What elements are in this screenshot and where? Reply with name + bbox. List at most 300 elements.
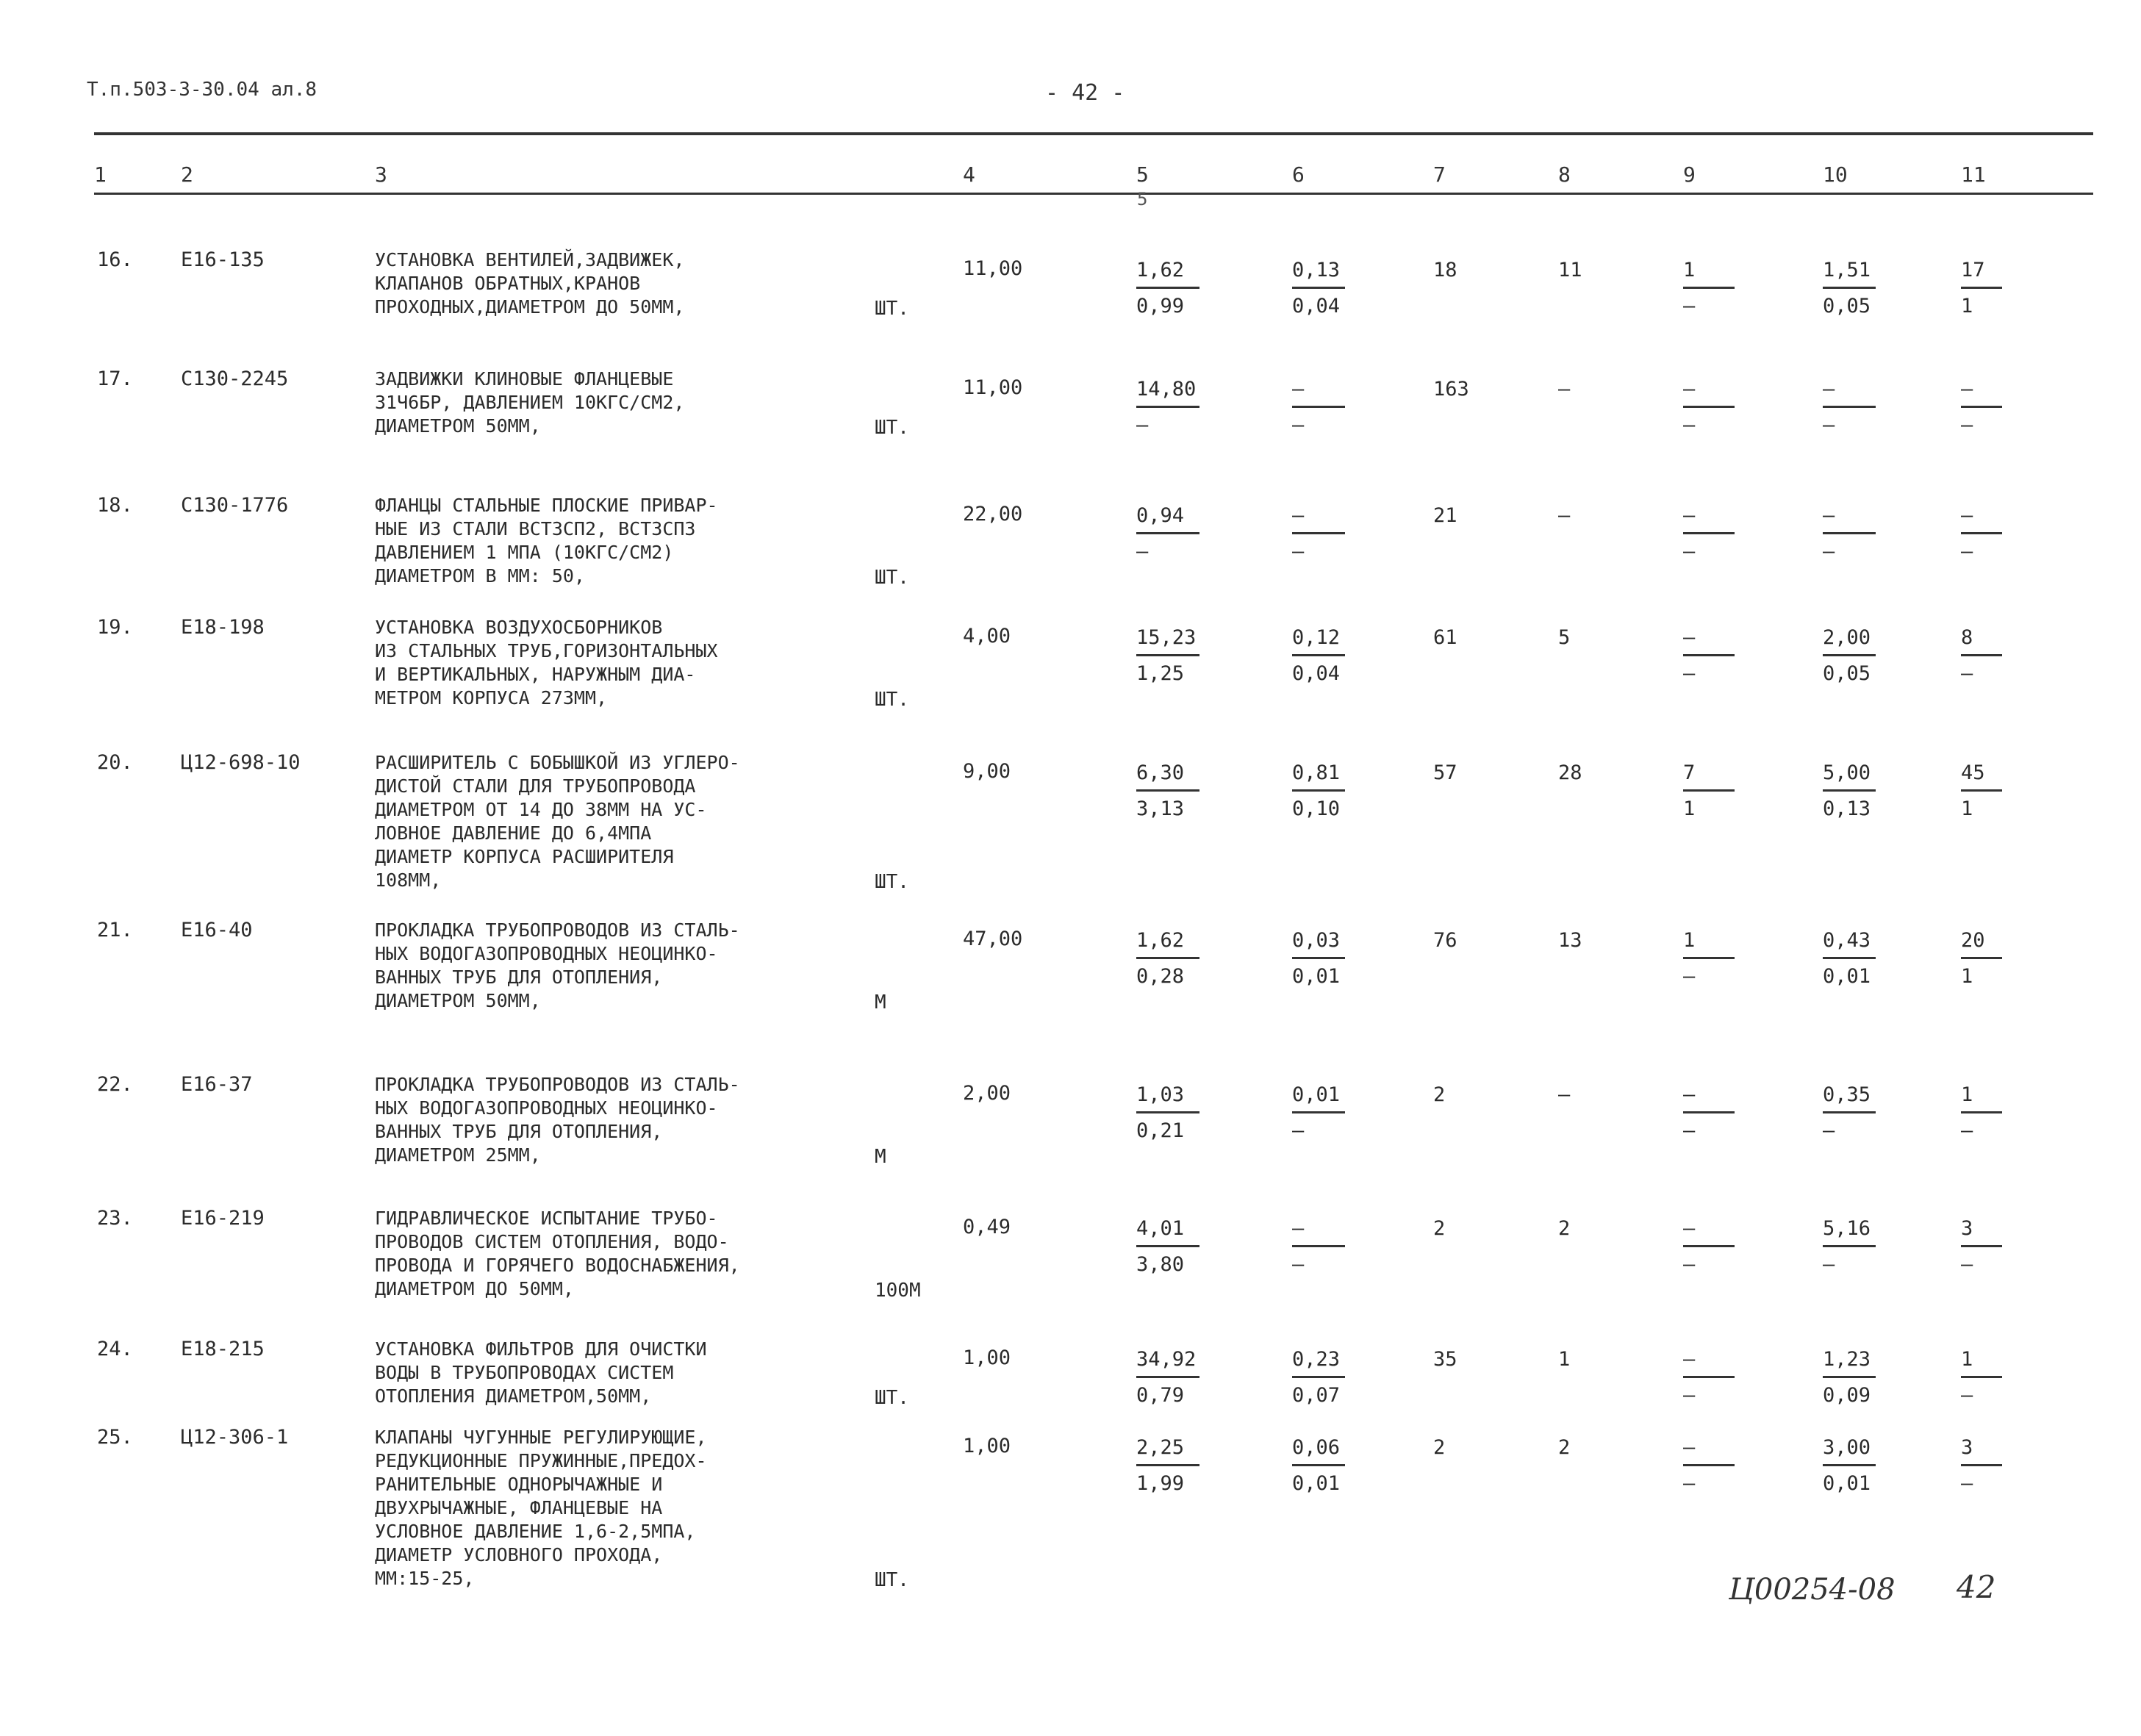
fraction-bar [1136,287,1199,289]
value-fraction-c10 [1823,929,1876,990]
denominator: 0,04 [1292,295,1341,318]
description-line: РЕДУКЦИОННЫЕ ПРУЖИННЫЕ,ПРЕДОХ- [375,1450,707,1471]
fraction-bar [1961,1111,2002,1113]
denominator: – [1683,414,1696,437]
quantity: 1,00 [963,1435,1011,1457]
numerator: 6,30 [1136,761,1185,784]
value-fraction-c10 [1823,1436,1876,1497]
value-fraction-c9 [1683,761,1735,822]
quantity: 1,00 [963,1346,1011,1369]
description-line: ПРОВОДОВ СИСТЕМ ОТОПЛЕНИЯ, ВОДО- [375,1231,729,1252]
numerator: – [1683,1217,1696,1240]
value-fraction-c9 [1683,929,1735,990]
description-line: ДАВЛЕНИЕМ 1 МПА (10КГС/СМ2) [375,542,674,563]
fraction-bar [1136,1464,1199,1466]
denominator: – [1292,1119,1305,1142]
numerator: – [1292,378,1305,401]
table-header-rule [94,193,2093,195]
column-header-11: 11 [1961,162,1986,187]
description-line: ВАННЫХ ТРУБ ДЛЯ ОТОПЛЕНИЯ, [375,966,663,988]
fraction-bar [1961,406,2002,408]
numerator: 0,12 [1292,626,1341,649]
fraction-bar [1961,1245,2002,1247]
denominator: – [1961,1472,1973,1495]
description-line: РАНИТЕЛЬНЫЕ ОДНОРЫЧАЖНЫЕ И [375,1474,663,1495]
denominator: 1 [1961,965,1973,988]
value-c8: 2 [1558,1217,1571,1240]
description-line: УСЛОВНОЕ ДАВЛЕНИЕ 1,6-2,5МПА, [375,1521,696,1542]
numerator: 0,03 [1292,929,1341,952]
value-fraction-c6 [1292,1217,1345,1278]
value-fraction-c11 [1961,1436,2002,1497]
fraction-bar [1683,789,1735,792]
fraction-bar [1823,957,1876,959]
numerator: 1,23 [1823,1348,1871,1371]
denominator: – [1961,1384,1973,1407]
unit-of-measure: ШТ. [875,1569,909,1591]
value-c7: 163 [1433,378,1469,401]
fraction-bar [1136,654,1199,656]
fraction-bar [1823,1245,1876,1247]
unit-of-measure: ШТ. [875,871,909,893]
fraction-bar [1823,789,1876,792]
description-line: ГИДРАВЛИЧЕСКОЕ ИСПЫТАНИЕ ТРУБО- [375,1208,718,1229]
numerator: 0,13 [1292,259,1341,281]
value-fraction-c5 [1136,259,1199,320]
fraction-bar [1292,957,1345,959]
denominator: 0,99 [1136,295,1185,318]
value-fraction-c10 [1823,378,1876,439]
numerator: – [1961,504,1973,527]
value-c7: 2 [1433,1436,1446,1459]
column-header-9: 9 [1683,162,1696,187]
numerator: – [1823,378,1835,401]
value-fraction-c10 [1823,761,1876,822]
denominator: – [1683,1384,1696,1407]
description-line: ПРОКЛАДКА ТРУБОПРОВОДОВ ИЗ СТАЛЬ- [375,919,740,941]
denominator: – [1683,1472,1696,1495]
denominator: 0,01 [1292,1472,1341,1495]
row-number: 16. [97,248,133,271]
fraction-bar [1961,1376,2002,1378]
value-fraction-c6 [1292,259,1345,320]
value-fraction-c9 [1683,1217,1735,1278]
value-fraction-c9 [1683,504,1735,565]
fraction-bar [1961,654,2002,656]
denominator: – [1683,540,1696,563]
fraction-bar [1292,1376,1345,1378]
denominator: – [1292,414,1305,437]
denominator: 0,79 [1136,1384,1185,1407]
description-line: ЛОВНОЕ ДАВЛЕНИЕ ДО 6,4МПА [375,822,652,844]
row-number: 23. [97,1207,133,1230]
denominator: – [1683,662,1696,685]
fraction-bar [1683,654,1735,656]
fraction-bar [1683,957,1735,959]
numerator: 3 [1961,1436,1973,1459]
description-line: ДИАМЕТРОМ 50ММ, [375,990,541,1011]
footer-page-number: 42 [1957,1569,1996,1605]
denominator: – [1683,1119,1696,1142]
quantity: 9,00 [963,760,1011,783]
rate-code: Е16-135 [181,248,265,271]
numerator: 1,62 [1136,929,1185,952]
denominator: 0,07 [1292,1384,1341,1407]
denominator: – [1136,540,1149,563]
value-c7: 18 [1433,259,1457,281]
value-fraction-c6 [1292,1436,1345,1497]
rate-code: С130-2245 [181,367,289,390]
fraction-bar [1292,789,1345,792]
description-line: НЫЕ ИЗ СТАЛИ ВСТ3СП2, ВСТ3СП3 [375,518,696,539]
denominator: – [1961,1253,1973,1276]
value-fraction-c5 [1136,761,1199,822]
fraction-bar [1823,532,1876,534]
denominator: – [1292,1253,1305,1276]
fraction-bar [1136,957,1199,959]
value-c8: 2 [1558,1436,1571,1459]
rate-code: Е18-215 [181,1338,265,1360]
numerator: 1,62 [1136,259,1185,281]
quantity: 11,00 [963,376,1023,399]
fraction-bar [1292,406,1345,408]
fraction-bar [1823,406,1876,408]
fraction-bar [1292,287,1345,289]
column-header-4: 4 [963,162,975,187]
numerator: 1 [1683,929,1696,952]
value-fraction-c9 [1683,259,1735,320]
unit-of-measure: М [875,1146,886,1168]
work-description [375,248,845,319]
denominator: – [1961,662,1973,685]
value-fraction-c6 [1292,1083,1345,1144]
description-line: НЫХ ВОДОГАЗОПРОВОДНЫХ НЕОЦИНКО- [375,943,718,964]
description-line: ПРОВОДА И ГОРЯЧЕГО ВОДОСНАБЖЕНИЯ, [375,1255,740,1276]
denominator: – [1961,414,1973,437]
denominator: – [1683,1253,1696,1276]
description-line: КЛАПАНОВ ОБРАТНЫХ,КРАНОВ [375,273,641,294]
description-line: ЗАДВИЖКИ КЛИНОВЫЕ ФЛАНЦЕВЫЕ [375,368,674,390]
denominator: – [1961,540,1973,563]
value-c8: – [1558,1083,1571,1106]
denominator: 3,80 [1136,1253,1185,1276]
work-description [375,494,845,588]
description-line: КЛАПАНЫ ЧУГУННЫЕ РЕГУЛИРУЮЩИЕ, [375,1427,707,1448]
value-c8: 1 [1558,1348,1571,1371]
numerator: 1,51 [1823,259,1871,281]
column-header-1: 1 [94,162,107,187]
fraction-bar [1136,1111,1199,1113]
rate-code: Ц12-306-1 [181,1426,289,1449]
denominator: 0,05 [1823,662,1871,685]
numerator: 8 [1961,626,1973,649]
fraction-bar [1823,1376,1876,1378]
numerator: 1 [1961,1083,1973,1106]
numerator: 1 [1961,1348,1973,1371]
numerator: 0,06 [1292,1436,1341,1459]
work-description [375,1338,845,1408]
description-line: ВАННЫХ ТРУБ ДЛЯ ОТОПЛЕНИЯ, [375,1121,663,1142]
value-fraction-c10 [1823,1083,1876,1144]
fraction-bar [1292,654,1345,656]
rate-code: Е16-40 [181,919,253,941]
value-fraction-c11 [1961,929,2002,990]
denominator: – [1823,1253,1835,1276]
rate-code: Е16-219 [181,1207,265,1230]
quantity: 0,49 [963,1216,1011,1238]
fraction-bar [1136,789,1199,792]
denominator: 0,05 [1823,295,1871,318]
value-fraction-c9 [1683,378,1735,439]
denominator: 0,01 [1823,1472,1871,1495]
numerator: – [1683,378,1696,401]
description-line: ДИАМЕТРОМ ДО 50ММ, [375,1278,574,1299]
value-fraction-c10 [1823,626,1876,687]
value-fraction-c5 [1136,1436,1199,1497]
description-line: УСТАНОВКА ВОЗДУХОСБОРНИКОВ [375,617,663,638]
value-c7: 57 [1433,761,1457,784]
value-c8: 11 [1558,259,1582,281]
column-header-2: 2 [181,162,193,187]
value-fraction-c5 [1136,626,1199,687]
fraction-bar [1961,1464,2002,1466]
denominator: – [1961,1119,1973,1142]
unit-of-measure: ШТ. [875,689,909,711]
quantity: 22,00 [963,503,1023,526]
description-line: НЫХ ВОДОГАЗОПРОВОДНЫХ НЕОЦИНКО- [375,1097,718,1119]
numerator: 0,23 [1292,1348,1341,1371]
value-fraction-c5 [1136,504,1199,565]
value-c8: – [1558,504,1571,527]
fraction-bar [1961,532,2002,534]
unit-of-measure: ШТ. [875,567,909,589]
value-fraction-c5 [1136,1348,1199,1409]
value-fraction-c6 [1292,929,1345,990]
description-line: И ВЕРТИКАЛЬНЫХ, НАРУЖНЫМ ДИА- [375,664,696,685]
value-fraction-c11 [1961,761,2002,822]
value-fraction-c5 [1136,929,1199,990]
column-5-subnumber: 5 [1137,189,1148,209]
description-line: ММ:15-25, [375,1568,475,1589]
fraction-bar [1823,1111,1876,1113]
denominator: 1,25 [1136,662,1185,685]
rate-code: Ц12-698-10 [181,751,301,774]
fraction-bar [1292,1245,1345,1247]
row-number: 24. [97,1338,133,1360]
description-line: ИЗ СТАЛЬНЫХ ТРУБ,ГОРИЗОНТАЛЬНЫХ [375,640,718,661]
numerator: 0,81 [1292,761,1341,784]
value-c8: – [1558,378,1571,401]
value-fraction-c5 [1136,1217,1199,1278]
description-line: ДИАМЕТРОМ 25ММ, [375,1144,541,1166]
numerator: 1,03 [1136,1083,1185,1106]
description-line: ФЛАНЦЫ СТАЛЬНЫЕ ПЛОСКИЕ ПРИВАР- [375,495,718,516]
table-top-rule [94,132,2093,135]
numerator: – [1292,1217,1305,1240]
denominator: – [1823,1119,1835,1142]
work-description [375,751,845,892]
numerator: 0,94 [1136,504,1185,527]
description-line: ПРОКЛАДКА ТРУБОПРОВОДОВ ИЗ СТАЛЬ- [375,1074,740,1095]
quantity: 2,00 [963,1082,1011,1105]
unit-of-measure: ШТ. [875,417,909,439]
value-c7: 35 [1433,1348,1457,1371]
fraction-bar [1683,532,1735,534]
denominator: 1 [1961,797,1973,820]
numerator: 0,35 [1823,1083,1871,1106]
description-line: УСТАНОВКА ВЕНТИЛЕЙ,ЗАДВИЖЕК, [375,249,685,270]
fraction-bar [1961,789,2002,792]
work-description [375,1073,845,1167]
work-description [375,919,845,1013]
value-fraction-c11 [1961,504,2002,565]
fraction-bar [1136,1245,1199,1247]
fraction-bar [1683,1111,1735,1113]
column-header-10: 10 [1823,162,1848,187]
value-fraction-c6 [1292,1348,1345,1409]
numerator: 3 [1961,1217,1973,1240]
denominator: – [1683,965,1696,988]
column-header-3: 3 [375,162,387,187]
denominator: 0,09 [1823,1384,1871,1407]
value-fraction-c10 [1823,504,1876,565]
description-line: ДВУХРЫЧАЖНЫЕ, ФЛАНЦЕВЫЕ НА [375,1497,663,1518]
denominator: – [1683,295,1696,318]
value-fraction-c11 [1961,1217,2002,1278]
numerator: 7 [1683,761,1696,784]
document-reference: Т.п.503-3-30.04 ал.8 [87,79,318,101]
work-description [375,1207,845,1301]
value-c8: 28 [1558,761,1582,784]
description-line: ДИАМЕТР УСЛОВНОГО ПРОХОДА, [375,1544,663,1565]
denominator: – [1136,414,1149,437]
description-line: ВОДЫ В ТРУБОПРОВОДАХ СИСТЕМ [375,1362,674,1383]
denominator: 0,01 [1292,965,1341,988]
fraction-bar [1683,1464,1735,1466]
denominator: – [1823,414,1835,437]
description-line: РАСШИРИТЕЛЬ С БОБЫШКОЙ ИЗ УГЛЕРО- [375,752,740,773]
unit-of-measure: М [875,991,886,1014]
description-line: ДИАМЕТРОМ ОТ 14 ДО 38ММ НА УС- [375,799,707,820]
row-number: 19. [97,616,133,639]
denominator: 1 [1961,295,1973,318]
row-number: 20. [97,751,133,774]
fraction-bar [1136,532,1199,534]
fraction-bar [1823,287,1876,289]
value-fraction-c6 [1292,626,1345,687]
numerator: 4,01 [1136,1217,1185,1240]
value-c7: 21 [1433,504,1457,527]
rate-code: С130-1776 [181,494,289,517]
numerator: 0,43 [1823,929,1871,952]
rate-code: Е16-37 [181,1073,253,1096]
quantity: 4,00 [963,625,1011,648]
fraction-bar [1961,287,2002,289]
value-c7: 2 [1433,1217,1446,1240]
description-line: ДИСТОЙ СТАЛИ ДЛЯ ТРУБОПРОВОДА [375,775,696,797]
fraction-bar [1683,406,1735,408]
value-fraction-c11 [1961,1348,2002,1409]
description-line: ПРОХОДНЫХ,ДИАМЕТРОМ ДО 50ММ, [375,296,685,318]
denominator: – [1292,540,1305,563]
numerator: 34,92 [1136,1348,1197,1371]
column-header-6: 6 [1292,162,1305,187]
fraction-bar [1683,1376,1735,1378]
numerator: 20 [1961,929,1985,952]
numerator: – [1683,1348,1696,1371]
numerator: 2,00 [1823,626,1871,649]
value-c7: 2 [1433,1083,1446,1106]
rate-code: Е18-198 [181,616,265,639]
numerator: 0,01 [1292,1083,1341,1106]
fraction-bar [1292,532,1345,534]
page-number: - 42 - [1045,80,1125,106]
value-fraction-c11 [1961,259,2002,320]
description-line: 31Ч6БР, ДАВЛЕНИЕМ 10КГС/СМ2, [375,392,685,413]
column-header-8: 8 [1558,162,1571,187]
value-fraction-c10 [1823,1348,1876,1409]
unit-of-measure: ШТ. [875,298,909,320]
value-fraction-c9 [1683,626,1735,687]
work-description [375,367,845,438]
numerator: – [1823,504,1835,527]
fraction-bar [1292,1111,1345,1113]
column-header-7: 7 [1433,162,1446,187]
value-fraction-c5 [1136,1083,1199,1144]
value-c7: 61 [1433,626,1457,649]
denominator: 0,13 [1823,797,1871,820]
fraction-bar [1136,406,1199,408]
description-line: ДИАМЕТР КОРПУСА РАСШИРИТЕЛЯ [375,846,674,867]
numerator: – [1292,504,1305,527]
description-line: ДИАМЕТРОМ В ММ: 50, [375,565,585,587]
fraction-bar [1683,1245,1735,1247]
numerator: – [1683,504,1696,527]
description-line: УСТАНОВКА ФИЛЬТРОВ ДЛЯ ОЧИСТКИ [375,1338,707,1360]
fraction-bar [1961,957,2002,959]
unit-of-measure: ШТ. [875,1387,909,1409]
row-number: 18. [97,494,133,517]
numerator: 5,00 [1823,761,1871,784]
value-fraction-c10 [1823,259,1876,320]
denominator: 1,99 [1136,1472,1185,1495]
numerator: 5,16 [1823,1217,1871,1240]
value-fraction-c6 [1292,504,1345,565]
unit-of-measure: 100М [875,1280,921,1302]
numerator: 1 [1683,259,1696,281]
value-c7: 76 [1433,929,1457,952]
value-fraction-c5 [1136,378,1199,439]
value-c8: 13 [1558,929,1582,952]
numerator: – [1683,626,1696,649]
value-fraction-c6 [1292,378,1345,439]
numerator: 45 [1961,761,1985,784]
denominator: 0,21 [1136,1119,1185,1142]
fraction-bar [1292,1464,1345,1466]
numerator: 3,00 [1823,1436,1871,1459]
value-fraction-c9 [1683,1348,1735,1409]
fraction-bar [1136,1376,1199,1378]
numerator: – [1683,1436,1696,1459]
description-line: МЕТРОМ КОРПУСА 273ММ, [375,687,608,709]
numerator: – [1683,1083,1696,1106]
work-description [375,616,845,710]
row-number: 25. [97,1426,133,1449]
footer-archive-code: Ц00254-08 [1729,1573,1896,1607]
denominator: 0,28 [1136,965,1185,988]
row-number: 21. [97,919,133,941]
numerator: 17 [1961,259,1985,281]
